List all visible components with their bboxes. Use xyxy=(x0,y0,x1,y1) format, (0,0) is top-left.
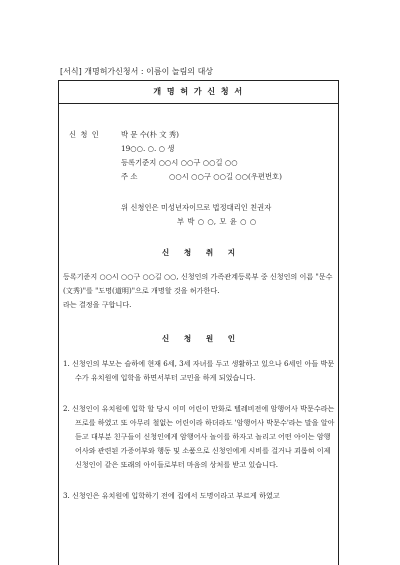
reasons-heading: 신 청 원 인 xyxy=(161,334,236,343)
petition-document xyxy=(58,80,339,565)
applicant-name: 박 문 수(朴 文 秀) xyxy=(121,130,180,139)
reason-item-3: 3. 신청인은 유치원에 입학하기 전에 집에서 도명이라고 부르게 하였고 xyxy=(63,491,280,500)
guardian-note: 위 신청인은 미성년자이므로 법정대리인 친권자 xyxy=(121,203,272,212)
purpose-text: 등록기준지 ○○시 ○○구 ○○길 ○○, 신청인의 가족관계등록부 중 신청인의 이름 "문수(文秀)"를 "도명(道明)"으로 개명할 것을 허가한다. xyxy=(63,272,333,295)
document-title: 개 명 허 가 신 청 서 xyxy=(153,86,244,96)
reason-item-1: 1. 신청인의 부모는 슬하에 현재 6세, 3세 자녀를 두고 생활하고 있으나 6세인 아들 박문수가 유치원에 입학을 하면서부터 고민을 하게 되었습니다. xyxy=(63,359,335,382)
purpose-heading: 신 청 취 지 xyxy=(161,248,236,257)
reason-item-2: 2. 신청인이 유치원에 입학 할 당시 이미 어린이 만화로 텔레비전에 암행어사 박문수라는 프로를 하였고 또 아무리 철없는 어린이라 하더라도 '암행어사 박문수'라는 말을 알아듣고 대부분 친구들이 신청인에게 암행어사 놀이를 하자고 놀리고 어떤 아이는 암행어사와 관련된 가증어부와 행동 및 소품으로 신청인에게 시비를 걸거나 괴롭혀 이제 신청인이 같은 또래의 아이들로부터 마음의 상처를 받고 있습니다. xyxy=(63,404,335,469)
applicant-address: ○○시 ○○구 ○○길 ○○(우편번호) xyxy=(169,172,282,181)
applicant-address-label: 주 소 xyxy=(121,172,138,181)
applicant-label: 신 청 인 xyxy=(69,130,100,139)
form-caption: [서식] 개명허가신청서 : 이름이 놀림의 대상 xyxy=(60,67,214,76)
title-divider xyxy=(59,103,338,104)
applicant-registry: 등록기준지 ○○시 ○○구 ○○길 ○○ xyxy=(121,158,238,167)
purpose-closing: 라는 결정을 구합니다. xyxy=(63,300,132,309)
applicant-birth: 19○○. ○. ○ 생 xyxy=(121,144,175,153)
guardian-names: 부 박 ○ ○, 모 윤 ○ ○ xyxy=(177,217,257,226)
